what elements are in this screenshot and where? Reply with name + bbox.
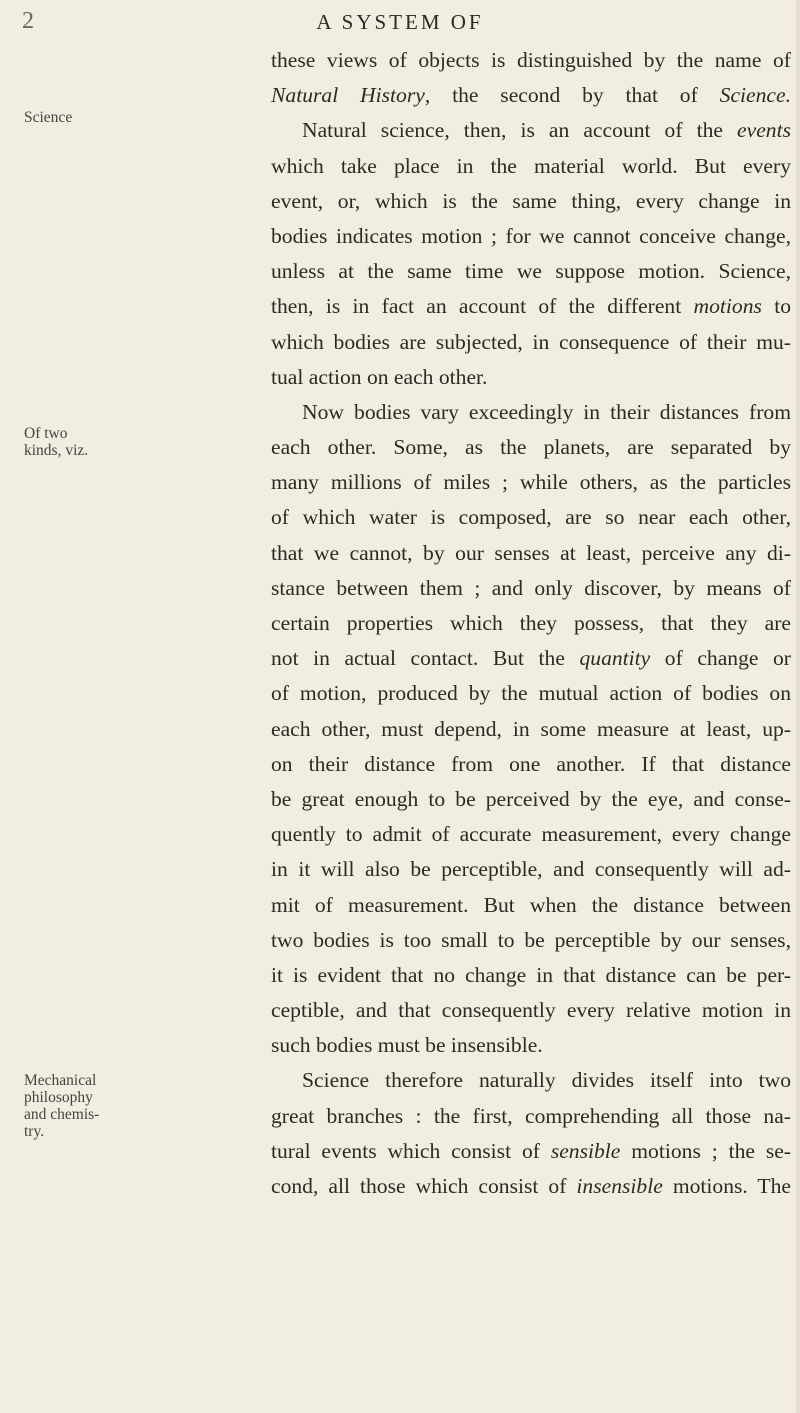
page-number: 2 (22, 8, 34, 34)
text-line (271, 817, 791, 852)
text-run: tural events which consist of (271, 1138, 551, 1163)
text-line (271, 676, 791, 711)
text-run: Now bodies vary exceedingly in their distances from (302, 399, 791, 424)
text-run: each other. Some, as the planets, are separated by (271, 435, 791, 460)
text-run: many millions of miles ; while others, as the particles (271, 470, 791, 495)
text-run: be great enough to be perceived by the eye, and conse- (271, 786, 791, 811)
text-line (271, 712, 791, 747)
text-line (271, 430, 791, 465)
text-run: certain properties which they possess, that they are (271, 611, 791, 635)
text-line (271, 958, 791, 993)
margin-note-line: Science (24, 109, 73, 126)
text-run: not in actual contact. But the (271, 646, 580, 671)
text-line (271, 782, 791, 817)
text-run: to (761, 294, 792, 319)
text-run: such bodies must be insensible. (271, 1033, 543, 1058)
text-line (271, 500, 791, 535)
text-line (271, 254, 791, 289)
text-line (271, 1063, 791, 1098)
text-line (271, 993, 791, 1028)
text-line (271, 1028, 791, 1063)
text-run: which bodies are subjected, in consequence of their mu- (271, 329, 791, 354)
text-run: quently to admit of accurate measurement, every change (271, 822, 791, 847)
text-line (271, 747, 791, 782)
text-run: on their distance from one another. If that distance (271, 751, 791, 776)
text-run: of change or (650, 646, 791, 671)
italic-text: motions (693, 294, 762, 319)
text-run: of which water is composed, are so near each other, (271, 505, 791, 530)
text-line (271, 641, 791, 676)
text-line (271, 888, 791, 923)
text-run: that we cannot, by our senses at least, perceive any di- (271, 540, 791, 565)
text-line (271, 536, 791, 571)
text-line (271, 1099, 791, 1134)
text-line (271, 184, 791, 219)
text-run: in it will also be perceptible, and consequently will ad- (271, 857, 791, 882)
text-run: two bodies is too small to be perceptible by our senses, (271, 927, 791, 952)
text-run: each other, must depend, in some measure at least, up- (271, 716, 791, 741)
margin-note-line: kinds, viz. (24, 442, 89, 459)
text-run: tual action on each other. (271, 364, 488, 389)
text-line (271, 149, 791, 184)
book-title: A SYSTEM OF (316, 10, 484, 34)
margin-note-line: philosophy (24, 1089, 93, 1106)
page-edge (796, 0, 800, 1413)
text-line (271, 1169, 791, 1204)
italic-text: Science. (719, 83, 791, 108)
italic-text: insensible (576, 1174, 663, 1198)
margin-note-line: try. (24, 1123, 45, 1140)
text-line (271, 1134, 791, 1169)
margin-note-line: Of two (24, 425, 68, 442)
italic-text: Natural History (271, 83, 425, 108)
text-run: which take place in the material world. But every (271, 153, 791, 178)
text-run: event, or, which is the same thing, every change in (271, 188, 791, 213)
text-run: cond, all those which consist of (271, 1174, 577, 1198)
text-run: then, is in fact an account of the different (271, 294, 694, 319)
text-line (271, 465, 791, 500)
text-run: of motion, produced by the mutual action of bodies on (271, 681, 791, 706)
text-run: , the second by that of (424, 83, 720, 108)
text-line (271, 852, 791, 887)
text-run: bodies indicates motion ; for we cannot conceive change, (271, 223, 791, 248)
text-run: unless at the same time we suppose motion. Science, (271, 259, 791, 284)
italic-text: sensible (550, 1138, 621, 1163)
margin-note-two-kinds (24, 425, 122, 459)
margin-note-line: and chemis- (24, 1106, 100, 1123)
running-head (0, 8, 800, 38)
text-line (271, 78, 791, 113)
margin-note-line: Mechanical (24, 1072, 97, 1089)
margin-note-mechanical-philosophy (24, 1072, 122, 1140)
text-line (271, 43, 791, 78)
text-run: these views of objects is distinguished by the name of (271, 48, 791, 72)
text-run: mit of measurement. But when the distance between (271, 892, 791, 917)
text-line (271, 923, 791, 958)
text-run: it is evident that no change in that distance can be per- (271, 962, 791, 987)
text-line (271, 360, 791, 395)
text-run: ceptible, and that consequently every relative motion in (271, 998, 791, 1023)
italic-text: events (737, 118, 791, 143)
text-run: motions ; the se- (620, 1138, 791, 1163)
body-text (271, 43, 791, 1204)
italic-text: quantity (579, 646, 651, 671)
text-line (271, 289, 791, 324)
text-line (271, 219, 791, 254)
text-line (271, 325, 791, 360)
text-run: Science therefore naturally divides itself into two (302, 1068, 791, 1093)
margin-note-science (24, 109, 122, 126)
text-run: Natural science, then, is an account of the (302, 118, 738, 143)
text-run: motions. The (662, 1174, 792, 1198)
text-line (271, 395, 791, 430)
text-line (271, 606, 791, 641)
text-run: great branches : the first, comprehending all those na- (271, 1103, 791, 1128)
text-line (271, 571, 791, 606)
text-line (271, 113, 791, 148)
text-run: stance between them ; and only discover, by means of (271, 575, 791, 600)
